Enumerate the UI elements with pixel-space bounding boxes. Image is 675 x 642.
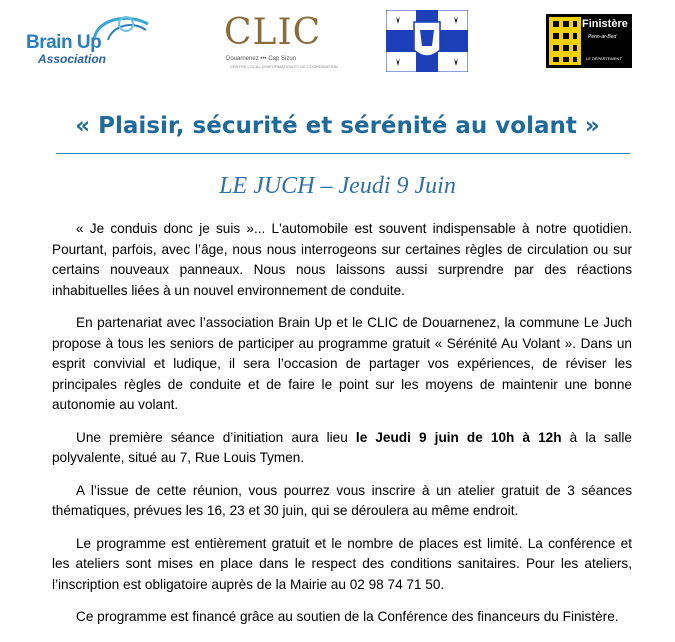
paragraph-partnership: En partenariat avec l’association Brain Up et le CLIC de Douarnenez, la commune Le Juch propose à tous les seniors de participer au programme gratuit « Sérénité Au Volant ». Dans un esprit convivial et ludique, il sera l’occasion de partager vos expériences, de réviser les principales règles de conduite et de faire le point sur les moyens de maintenir une bonne autonomie au volant. <box>52 315 632 412</box>
clic-logo <box>224 12 338 70</box>
brain-up-sub: Association <box>38 52 107 66</box>
page-title: « Plaisir, sécurité et sérénité au volant » <box>75 113 600 139</box>
finistere-logo <box>546 14 632 68</box>
ermine-shield-icon <box>549 17 581 65</box>
clic-location: Douarnenez ••• Cap Sizun <box>226 56 297 62</box>
paragraph-first-session: Une première séance d’initiation aura lieu le Jeudi 9 juin de 10h à 12h à la salle polyvalente, situé au 7, Rue Louis Tymen. <box>52 429 632 465</box>
coat-of-arms-logo <box>386 10 468 72</box>
clic-wordmark: CLIC <box>224 12 322 53</box>
clic-tagline: CENTRE LOCAL D'INFORMATION ET DE COORDINATION <box>230 64 338 69</box>
event-subtitle: LE JUCH – Jeudi 9 Juin <box>219 173 456 199</box>
paragraph-funding: Ce programme est financé grâce au soutien de la Conférence des financeurs du Finistère. <box>76 609 619 624</box>
brain-up-logo <box>26 10 156 68</box>
finistere-sub: Penn-ar-Bed <box>588 34 617 40</box>
article-body <box>52 219 632 628</box>
brain-up-wordmark: Brain Up <box>26 32 102 53</box>
finistere-title: Finistère <box>582 18 628 30</box>
logo-bar <box>0 8 675 72</box>
session-date: le Jeudi 9 juin de 10h à 12h <box>355 429 562 445</box>
finistere-department: LE DÉPARTEMENT <box>586 56 622 61</box>
coat-of-arms-icon <box>386 10 468 72</box>
paragraph-workshops: A l’issue de cette réunion, vous pourrez vous inscrire à un atelier gratuit de 3 séances thématiques, prévues les 16, 23 et 30 juin, qui se déroulera au même endroit. <box>52 482 632 518</box>
paragraph-registration: Le programme est entièrement gratuit et le nombre de places est limité. La conférence et les ateliers sont mises en place dans le respect des conditions sanitaires. Pour les ateliers, l’inscription est obligatoire auprès de la Mairie au 02 98 74 71 50. <box>52 535 632 592</box>
paragraph-intro: « Je conduis donc je suis »... L'automobile est souvent indispensable à notre quotidien. Pourtant, parfois, avec l’âge, nous nous interrogeons sur certaines règles de circulation ou sur certains nouveaux panneaux. Nous nous laissons aussi surprendre par des réactions inhabituelles liées à un nouvel environnement de conduite. <box>52 221 632 298</box>
title-divider <box>56 153 630 154</box>
